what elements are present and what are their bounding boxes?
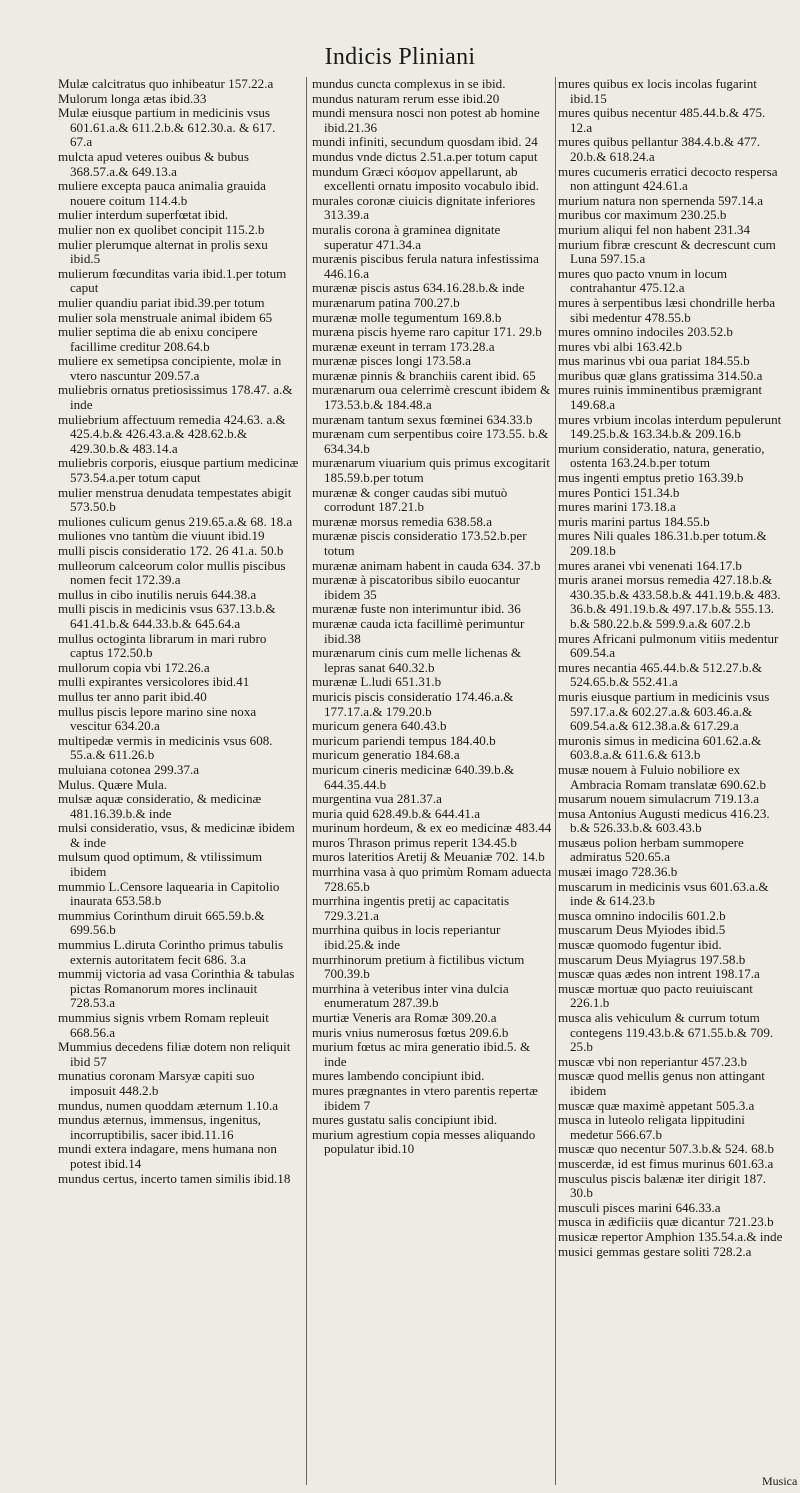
index-entry: mures cucumeris erratici decocto respersa non attingunt 424.61.a [558, 163, 778, 194]
index-entry: muliones vno tantùm die viuunt ibid.19 [58, 528, 265, 544]
index-entry: mures gustatu salis concipiunt ibid. [312, 1112, 498, 1128]
index-entry: musca in luteolo religata lippitudini medetur 566.67.b [558, 1112, 745, 1142]
index-entry: Mulæ calcitratus quo inhibeatur 157.22.a [58, 77, 274, 91]
index-entry: mundus cuncta complexus in se ibid. [312, 77, 506, 91]
column-rule-left [306, 77, 307, 1485]
index-entry: mures omnino indociles 203.52.b [558, 324, 733, 340]
index-entry: murinum hordeum, & ex eo medicinæ 483.44 [312, 820, 552, 836]
index-entry: murænarum oua celerrimè crescunt ibidem & 173.53.b.& 184.48.a [312, 382, 551, 413]
index-entry: mummij victoria ad vasa Corinthia & tabulas pictas Romanorum mores inclinauit 728.53.a [58, 966, 295, 1011]
index-entry: murium natura non spernenda 597.14.a [558, 192, 764, 208]
index-entry: musca in ædificiis quæ dicantur 721.23.b [558, 1214, 774, 1230]
index-entry: mundus, numen quoddam æternum 1.10.a [58, 1097, 279, 1113]
index-entry: murænæ pisces longi 173.58.a [312, 353, 471, 369]
index-entry: murænæ exeunt in terram 173.28.a [312, 338, 495, 354]
index-entry: musicæ repertor Amphion 135.54.a.& inde [558, 1228, 783, 1244]
index-entry: musæi imago 728.36.b [558, 864, 678, 880]
index-entry: muliones culicum genus 219.65.a.& 68. 18.a [58, 513, 293, 529]
index-entry: mulli piscis in medicinis vsus 637.13.b.& 641.41.b.& 644.33.b.& 645.64.a [58, 601, 276, 631]
index-entry: muscerdæ, id est fimus murinus 601.63.a [558, 1155, 774, 1171]
index-entry: mummius signis vrbem Romam repleuit 668.56.a [58, 1010, 269, 1040]
index-entry: muræna piscis hyeme raro capitur 171. 29.b [312, 324, 542, 340]
index-entry: muliebris corporis, eiusque partium medicinæ 573.54.a.per totum caput [58, 455, 299, 486]
index-entry: musarum nouem simulacrum 719.13.a [558, 791, 760, 807]
catchword: Musica [762, 1474, 798, 1488]
index-entry: murrhina vasa à quo primùm Romam aduecta 728.65.b [312, 864, 552, 894]
index-entry: mulier quandiu pariat ibid.39.per totum [58, 294, 265, 310]
index-entry: mullorum copia vbi 172.26.a [58, 659, 210, 675]
index-entry: Mulus. Quære Mula. [58, 776, 168, 792]
index-entry: mullus octoginta librarum in mari rubro captus 172.50.b [58, 630, 267, 661]
index-entry: murænæ morsus remedia 638.58.a [312, 513, 493, 529]
index-entry: murænarum cinis cum melle lichenas & lepras sanat 640.32.b [312, 645, 522, 675]
index-entry: muscæ quomodo fugentur ibid. [558, 937, 722, 953]
index-entry: mures necantia 465.44.b.& 512.27.b.& 524.65.b.& 552.41.a [558, 659, 763, 690]
index-entry: mus ingenti emptus pretio 163.39.b [558, 470, 744, 486]
index-entry: mulli expirantes versicolores ibid.41 [58, 674, 250, 690]
index-entry: mures Africani pulmonum vitiis medentur 609.54.a [558, 630, 779, 661]
index-entry: musculus piscis balænæ iter dirigit 187. 30.b [558, 1170, 767, 1201]
index-entry: muros Thrason primus reperit 134.45.b [312, 834, 517, 850]
index-entry: mummius L.diruta Corintho primus tabulis externis autoritatem fecit 686. 3.a [58, 937, 284, 967]
index-entry: muscarum Deus Myiagrus 197.58.b [558, 951, 746, 967]
index-entry: mundi extera indagare, mens humana non potest ibid.14 [58, 1141, 277, 1171]
index-entry: Mummius decedens filiæ dotem non reliquit ibid 57 [58, 1039, 291, 1069]
index-entry: muricum generatio 184.68.a [312, 747, 460, 763]
index-entry: munatius coronam Marsyæ capiti suo imposuit 448.2.b [58, 1068, 255, 1098]
index-entry: murrhina quibus in locis reperiantur ibid.25.& inde [312, 922, 501, 953]
index-entry: musculi pisces marini 646.33.a [558, 1199, 721, 1215]
index-entry: muscæ quæ maximè appetant 505.3.a [558, 1097, 755, 1113]
index-entry: muria quid 628.49.b.& 644.41.a [312, 805, 481, 821]
index-entry: mummio L.Censore laquearia in Capitolio inaurata 653.58.b [58, 878, 280, 909]
index-entry: murænæ pinnis & branchiis carent ibid. 65 [312, 367, 536, 383]
index-entry: mures prægnantes in vtero parentis repertæ ibidem 7 [312, 1082, 538, 1113]
index-entry: muscæ quas ædes non intrent 198.17.a [558, 966, 760, 982]
index-entry: Mulæ eiusque partium in medicinis vsus 601.61.a.& 611.2.b.& 612.30.a. & 617. 67.a [58, 105, 276, 150]
index-entry: muralis corona à graminea dignitate superatur 471.34.a [312, 221, 501, 252]
index-entry: murænarum patina 700.27.b [312, 294, 460, 310]
index-entry: muricum cineris medicinæ 640.39.b.& 644.35.44.b [312, 761, 515, 792]
index-entry: mures à serpentibus læsi chondrille herba sibi medentur 478.55.b [558, 294, 776, 325]
index-entry: murænam cum serpentibus coire 173.55. b.& 634.34.b [312, 426, 549, 456]
index-entry: murænarum viuarium quis primus excogitarit 185.59.b.per totum [312, 455, 550, 486]
index-column-1 [58, 77, 300, 1487]
index-entry: muricum pariendi tempus 184.40.b [312, 732, 496, 748]
index-entry: mulli piscis consideratio 172. 26 41.a. 50.b [58, 543, 284, 558]
index-entry: mures lambendo concipiunt ibid. [312, 1068, 485, 1084]
index-entry: mures quo pacto vnum in locum contrahantur 475.12.a [558, 265, 728, 296]
index-entry: mures vbi albi 163.42.b [558, 338, 683, 354]
index-entry: musæus polion herbam summopere admiratus 520.65.a [558, 834, 744, 865]
index-entry: mulsi consideratio, vsus, & medicinæ ibidem & inde [58, 820, 295, 850]
index-entry: mures vrbium incolas interdum pepulerunt 149.25.b.& 163.34.b.& 209.16.b [558, 411, 782, 442]
index-entry: murænæ animam habent in cauda 634. 37.b [312, 557, 541, 573]
index-entry: Mulorum longa ætas ibid.33 [58, 90, 207, 106]
index-entry: murtiæ Veneris ara Romæ 309.20.a [312, 1010, 497, 1025]
index-entry: mures quibus ex locis incolas fugarint ibid.15 [558, 77, 757, 106]
page-header: Indicis Pliniani [324, 44, 476, 70]
index-entry: mundus æternus, immensus, ingenitus, incorruptibilis, sacer ibid.11.16 [58, 1112, 261, 1142]
column-rule-right [555, 77, 556, 1485]
index-entry: mulier plerumque alternat in prolis sexu ibid.5 [58, 236, 268, 267]
index-entry: mullus ter anno parit ibid.40 [58, 688, 207, 704]
index-entry: musca alis vehiculum & currum totum contegens 119.43.b.& 671.55.b.& 709. 25.b [558, 1010, 774, 1055]
index-entry: mulcta apud veteres ouibus & bubus 368.57.a.& 649.13.a [58, 148, 249, 179]
index-entry: murænæ L.ludi 651.31.b [312, 674, 442, 690]
index-entry: mulsum quod optimum, & vtilissimum ibidem [58, 849, 263, 880]
index-entry: murænam tantum sexus fœminei 634.33.b [312, 411, 533, 427]
index-entry: muscæ vbi non reperiantur 457.23.b [558, 1053, 748, 1069]
index-entry: murales coronæ ciuicis dignitate inferiores 313.39.a [312, 192, 536, 223]
index-entry: murium aliqui fel non habent 231.34 [558, 221, 751, 237]
index-entry: multipedæ vermis in medicinis vsus 608. 55.a.& 611.26.b [58, 732, 273, 763]
index-entry: murium agrestium copia messes aliquando populatur ibid.10 [312, 1126, 536, 1157]
index-entry: muliere excepta pauca animalia grauida nouere coitum 114.4.b [58, 178, 266, 208]
index-entry: mundum Græci κόσμον appellarunt, ab excellenti ornatu imposito vocabulo ibid. [312, 163, 539, 194]
index-entry: murænæ piscis astus 634.16.28.b.& inde [312, 280, 525, 296]
index-entry: musa Antonius Augusti medicus 416.23. b.& 526.33.b.& 603.43.b [558, 805, 770, 836]
index-entry: mullus piscis lepore marino sine noxa vescitur 634.20.a [58, 703, 257, 734]
index-entry: murænis piscibus ferula natura infestissima 446.16.a [312, 251, 539, 281]
index-entry: muluiana cotonea 299.37.a [58, 761, 200, 777]
index-entry: murænæ & conger caudas sibi mutuò corrodunt 187.21.b [312, 484, 508, 515]
index-entry: muros lateritios Aretij & Meuaniæ 702. 14.b [312, 849, 545, 865]
index-entry: mures Nili quales 186.31.b.per totum.& 209.18.b [558, 528, 767, 558]
index-entry: murrhina ingentis pretij ac capacitatis 729.3.21.a [312, 893, 510, 923]
index-column-2 [312, 77, 552, 1487]
index-entry: mundus vnde dictus 2.51.a.per totum caput [312, 148, 538, 164]
index-entry: mures Pontici 151.34.b [558, 484, 680, 500]
index-entry: murrhina à veteribus inter vina dulcia enumeratum 287.39.b [312, 980, 509, 1011]
index-entry: murænæ cauda icta facillimè perimuntur ibid.38 [312, 615, 525, 646]
index-entry: mullus in cibo inutilis neruis 644.38.a [58, 586, 257, 602]
index-entry: muliebris ornatus pretiosissimus 178.47. a.& inde [58, 382, 293, 413]
index-entry: musæ nouem à Fuluio nobiliore ex Ambracia Romam translatæ 690.62.b [558, 761, 767, 792]
index-entry: mures aranei vbi venenati 164.17.b [558, 557, 742, 573]
index-entry: murænæ fuste non interimuntur ibid. 36 [312, 601, 521, 617]
index-entry: muris aranei morsus remedia 427.18.b.& 430.35.b.& 433.58.b.& 441.19.b.& 483. 36.b.& 491.19.b.& 497.17.b.& 555.13. b.& 580.22.b.& 599.9.a.& 607.2.b [558, 572, 781, 631]
index-entry: murænæ à piscatoribus sibilo euocantur ibidem 35 [312, 572, 521, 602]
index-entry: mundus certus, incerto tamen similis ibid.18 [58, 1170, 291, 1186]
index-entry: muscæ quo necentur 507.3.b.& 524. 68.b [558, 1141, 775, 1157]
index-entry: mulier sola menstruale animal ibidem 65 [58, 309, 273, 325]
index-entry: mures quibus necentur 485.44.b.& 475. 12.a [558, 105, 766, 135]
index-entry: mundi mensura nosci non potest ab homine ibid.21.36 [312, 105, 540, 135]
index-entry: mundi infiniti, secundum quosdam ibid. 24 [312, 134, 538, 150]
index-entry: mulleorum calceorum color mullis piscibus nomen fecit 172.39.a [58, 557, 286, 588]
index-entry: mummius Corinthum diruit 665.59.b.& 699.56.b [58, 907, 265, 938]
index-column-3 [558, 77, 788, 1487]
index-entry: murgentina vua 281.37.a [312, 791, 442, 807]
index-entry: mundus naturam rerum esse ibid.20 [312, 90, 500, 106]
index-entry: murænæ molle tegumentum 169.8.b [312, 309, 502, 325]
index-entry: muscæ quod mellis genus non attingant ibidem [558, 1068, 765, 1098]
index-entry: mus marinus vbi oua pariat 184.55.b [558, 353, 750, 369]
index-entry: mures ruinis imminentibus præmigrant 149.68.a [558, 382, 763, 413]
index-entry: murium fibræ crescunt & decrescunt cum Luna 597.15.a [558, 236, 776, 267]
index-entry: muribus cor maximum 230.25.b [558, 207, 727, 223]
index-entry: muscarum Deus Myiodes ibid.5 [558, 922, 726, 938]
index-entry: muris eiusque partium in medicinis vsus 597.17.a.& 602.27.a.& 603.46.a.& 609.54.a.& 612.38.a.& 617.29.a [558, 688, 770, 734]
index-entry: muliere ex semetipsa concipiente, molæ in vtero nascuntur 209.57.a [58, 353, 282, 383]
index-entry: musici gemmas gestare soliti 728.2.a [558, 1243, 752, 1259]
index-entry: musca omnino indocilis 601.2.b [558, 907, 726, 923]
index-entry: murænæ piscis consideratio 173.52.b.per totum [312, 528, 527, 558]
index-entry: muronis simus in medicina 601.62.a.& 603.8.a.& 611.6.& 613.b [558, 732, 762, 763]
index-entry: murium consideratio, natura, generatio, ostenta 163.24.b.per totum [558, 440, 765, 471]
index-entry: muricum genera 640.43.b [312, 718, 447, 734]
index-entry: muribus quæ glans gratissima 314.50.a [558, 367, 763, 383]
index-entry: mulsæ aquæ consideratio, & medicinæ 481.16.39.b.& inde [58, 791, 262, 821]
index-entry: mulier non ex quolibet concipit 115.2.b [58, 221, 265, 237]
index-entry: muricis piscis consideratio 174.46.a.& 177.17.a.& 179.20.b [312, 688, 514, 719]
index-entry: muliebrium affectuum remedia 424.63. a.& 425.4.b.& 426.43.a.& 428.62.b.& 429.30.b.& 483.14.a [58, 411, 286, 456]
index-entry: muscæ mortuæ quo pacto reuiuiscant 226.1.b [558, 980, 753, 1011]
index-entry: murium fœtus ac mira generatio ibid.5. & inde [312, 1039, 531, 1069]
index-entry: mulier menstrua denudata tempestates abigit 573.50.b [58, 484, 292, 515]
index-entry: muris vnius numerosus fœtus 209.6.b [312, 1024, 509, 1040]
index-entry: mulier septima die ab enixu concipere facillime creditur 208.64.b [58, 324, 258, 354]
index-entry: mulier interdum superfœtat ibid. [58, 207, 229, 223]
index-entry: muscarum in medicinis vsus 601.63.a.& inde & 614.23.b [558, 878, 769, 909]
index-entry: mures marini 173.18.a [558, 499, 676, 515]
index-entry: mures quibus pellantur 384.4.b.& 477. 20.b.& 618.24.a [558, 134, 761, 164]
index-entry: murrhinorum pretium à fictilibus victum 700.39.b [312, 951, 525, 982]
index-entry: mulierum fœcunditas varia ibid.1.per totum caput [58, 265, 287, 296]
index-entry: muris marini partus 184.55.b [558, 513, 710, 529]
